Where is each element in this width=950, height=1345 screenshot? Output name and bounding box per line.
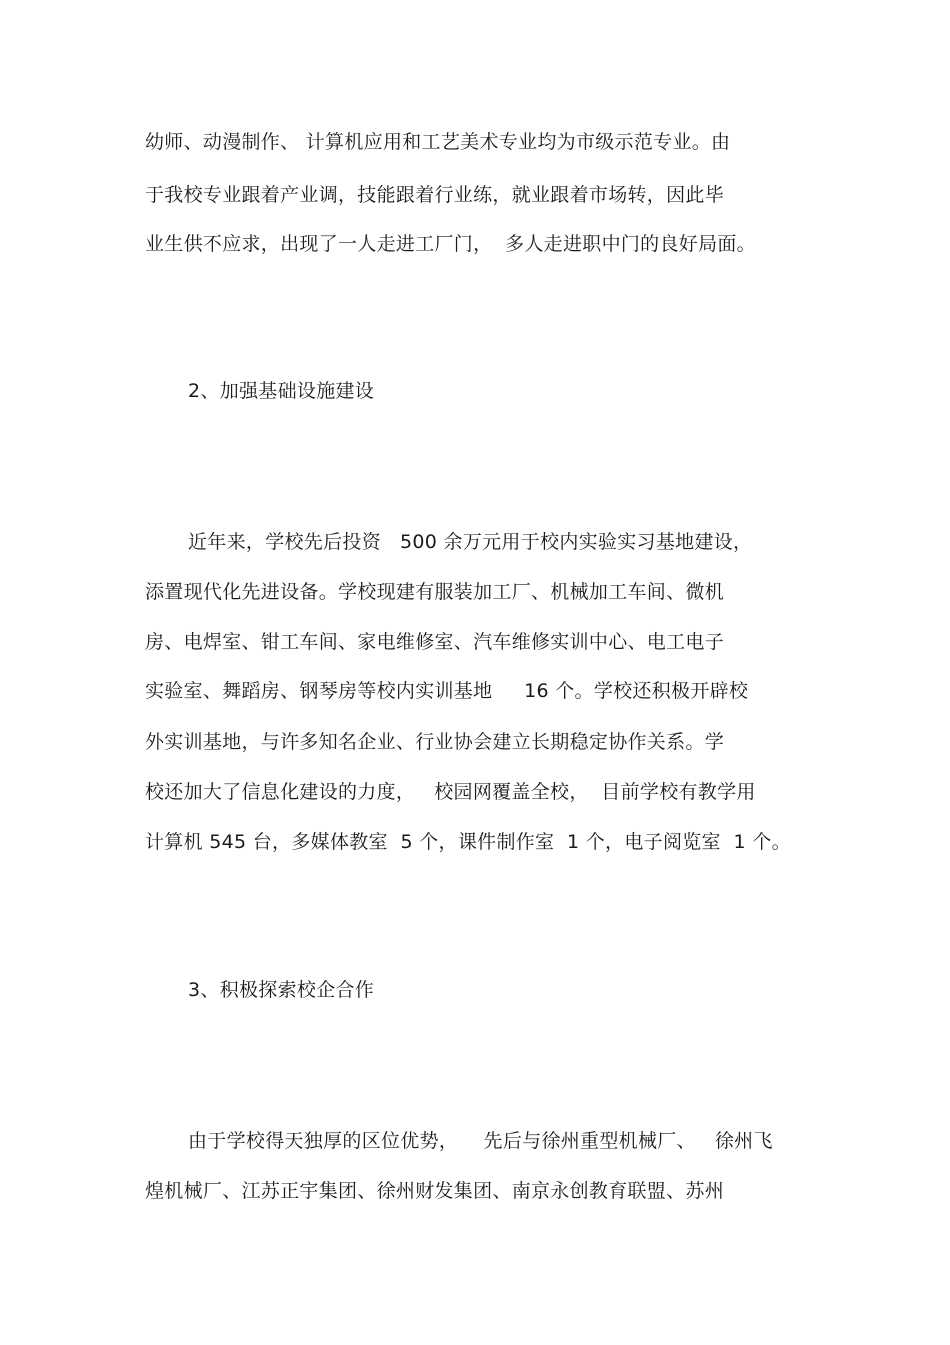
intro-line-1: 幼师、动漫制作、 计算机应用和工艺美术专业均为市级示范专业。由 — [145, 131, 731, 153]
paragraph-3-line-2: 煌机械厂、江苏正宇集团、徐州财发集团、南京永创教育联盟、苏州 — [145, 1180, 725, 1202]
paragraph-2-line-3: 房、电焊室、钳工车间、家电维修室、汽车维修实训中心、电工电子 — [145, 631, 725, 653]
paragraph-2-line-7: 计算机 545 台，多媒体教室 5 个，课件制作室 1 个，电子阅览室 1 个。 — [145, 831, 791, 853]
intro-line-2: 于我校专业跟着产业调，技能跟着行业练，就业跟着市场转，因此毕 — [145, 184, 725, 206]
section-heading-3: 3、积极探索校企合作 — [188, 979, 375, 1001]
paragraph-2-line-2: 添置现代化先进设备。学校现建有服装加工厂、机械加工车间、微机 — [145, 581, 725, 603]
paragraph-2-line-5: 外实训基地，与许多知名企业、行业协会建立长期稳定协作关系。学 — [145, 731, 725, 753]
section-heading-2: 2、加强基础设施建设 — [188, 380, 375, 402]
paragraph-2-line-1: 近年来，学校先后投资 500 余万元用于校内实验实习基地建设， — [188, 531, 753, 553]
paragraph-2-line-4: 实验室、舞蹈房、钢琴房等校内实训基地 16 个。学校还积极开辟校 — [145, 680, 749, 702]
intro-line-3: 业生供不应求，出现了一人走进工厂门， 多人走进职中门的良好局面。 — [145, 233, 756, 255]
paragraph-2-line-6: 校还加大了信息化建设的力度， 校园网覆盖全校， 目前学校有教学用 — [145, 781, 756, 803]
paragraph-3-line-1: 由于学校得天独厚的区位优势， 先后与徐州重型机械厂、 徐州飞 — [188, 1130, 773, 1152]
